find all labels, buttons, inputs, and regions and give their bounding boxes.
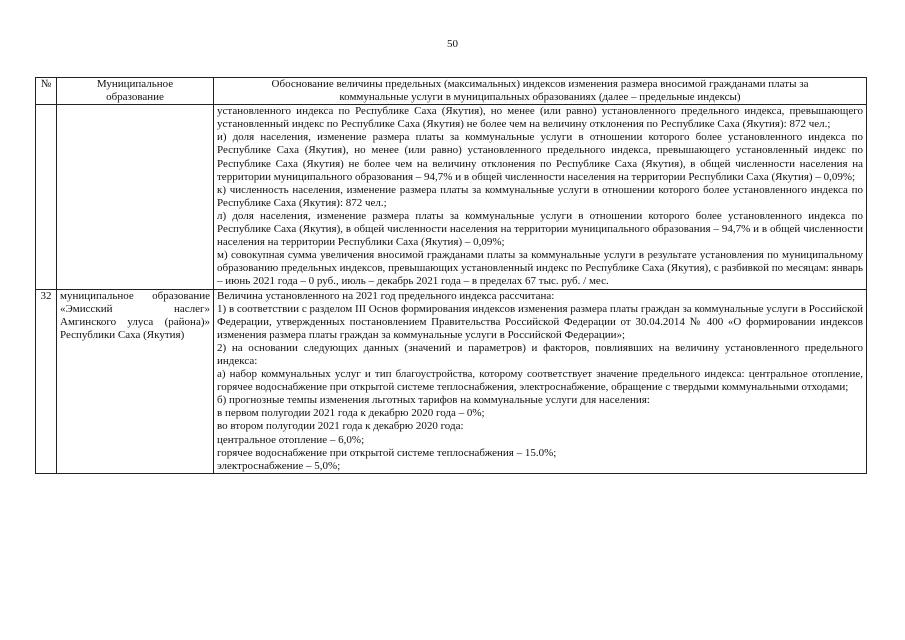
paragraph: а) набор коммунальных услуг и тип благоустройства, которому соответствует значение предельного индекса: центральное отопление, горячее водоснабжение при открытой системе теплоснабжения, электроснабжение, обращение с твердыми коммунальными отходами; bbox=[217, 368, 863, 394]
paragraph: электроснабжение – 5,0%; bbox=[217, 459, 341, 472]
row-32-number: 32 bbox=[36, 289, 57, 473]
row-32-municipality: муниципальное образование «Эмисский наслег» Амгинского улуса (района)» Республики Саха (Якутия) bbox=[57, 289, 214, 473]
table-header-row bbox=[36, 78, 867, 105]
header-municipality bbox=[57, 78, 214, 105]
header-municipality-line2: образование bbox=[106, 91, 164, 104]
header-justification-line2: коммунальные услуги в муниципальных образованиях (далее – предельные индексы) bbox=[339, 91, 741, 104]
paragraph: б) прогнозные темпы изменения льготных тарифов на коммунальные услуги для населения: bbox=[217, 394, 650, 407]
paragraph: в первом полугодии 2021 года к декабрю 2020 года – 0%; bbox=[217, 407, 485, 420]
paragraph: центральное отопление – 6,0%; bbox=[217, 433, 365, 446]
header-justification-line1: Обоснование величины предельных (максимальных) индексов изменения размера вносимой гражданами платы за bbox=[271, 78, 809, 90]
header-justification bbox=[214, 78, 867, 105]
page-number: 50 bbox=[447, 38, 458, 50]
row-continued-number bbox=[36, 105, 57, 289]
paragraph: и) доля населения, изменение размера платы за коммунальные услуги в отношении которого более установленного индекса по Республике Саха (Якутия), но менее (или равно) установленного предельного индекса, превышающего установленный индекс по Республике Саха (Якутия) не более чем на величину отклонения по Республике Саха (Якутия), в общей численности населения на территории муниципального образования – 94,7% и в общей численности населения на территории Республики Саха (Якутия) – 0,09%; bbox=[217, 131, 863, 183]
paragraph: л) доля населения, изменение размера платы за коммунальные услуги в отношении которого более установленного индекса по Республике Саха (Якутия), в общей численности населения на территории муниципального образования – 94,7% и в общей численности населения на территории Республики Саха (Якутия) – 0,09%; bbox=[217, 209, 863, 249]
paragraph: м) совокупная сумма увеличения вносимой гражданами платы за коммунальные услуги в результате установления по муниципальному образованию предельных индексов, превышающих установленный индекс по Республике Саха (Якутия), с разбивкой по месяцам: январь – июнь 2021 года – 0 руб., июль – декабрь 2021 года – в пределах 67 тыс. руб. / мес. bbox=[217, 249, 863, 288]
row-continued-municipality bbox=[57, 105, 214, 289]
row-32-justification bbox=[214, 289, 867, 473]
justification-table bbox=[35, 77, 867, 474]
paragraph: 2) на основании следующих данных (значений и параметров) и факторов, повлиявших на величину установленного предельного индекса: bbox=[217, 341, 863, 367]
paragraph: 1) в соответствии с разделом III Основ формирования индексов изменения размера платы граждан за коммунальные услуги в Российской Федерации, утвержденных постановлением Правительства Российской Федерации от 30.04.2014 № 400 «О формировании индексов изменения размера платы граждан за коммунальные услуги в Российской Федерации»; bbox=[217, 302, 863, 341]
row-continued-justification bbox=[214, 105, 867, 289]
paragraph: Величина установленного на 2021 год предельного индекса рассчитана: bbox=[217, 289, 555, 302]
header-number: № bbox=[36, 78, 57, 105]
paragraph: установленного индекса по Республике Саха (Якутия), но менее (или равно) установленного предельного индекса, превышающего установленный индекс по Республике Саха (Якутия) не более чем на величину отклонения по Республике Саха (Якутия): 872 чел.; bbox=[217, 105, 863, 131]
paragraph: во втором полугодии 2021 года к декабрю 2020 года: bbox=[217, 420, 464, 433]
paragraph: горячее водоснабжение при открытой системе теплоснабжения – 15.0%; bbox=[217, 446, 557, 459]
table-row-32 bbox=[36, 289, 867, 473]
table-row-continued bbox=[36, 105, 867, 289]
header-municipality-line1: Муниципальное bbox=[96, 78, 174, 90]
paragraph: к) численность населения, изменение размера платы за коммунальные услуги в отношении которого более установленного индекса по Республике Саха (Якутия): 872 чел.; bbox=[217, 183, 863, 209]
